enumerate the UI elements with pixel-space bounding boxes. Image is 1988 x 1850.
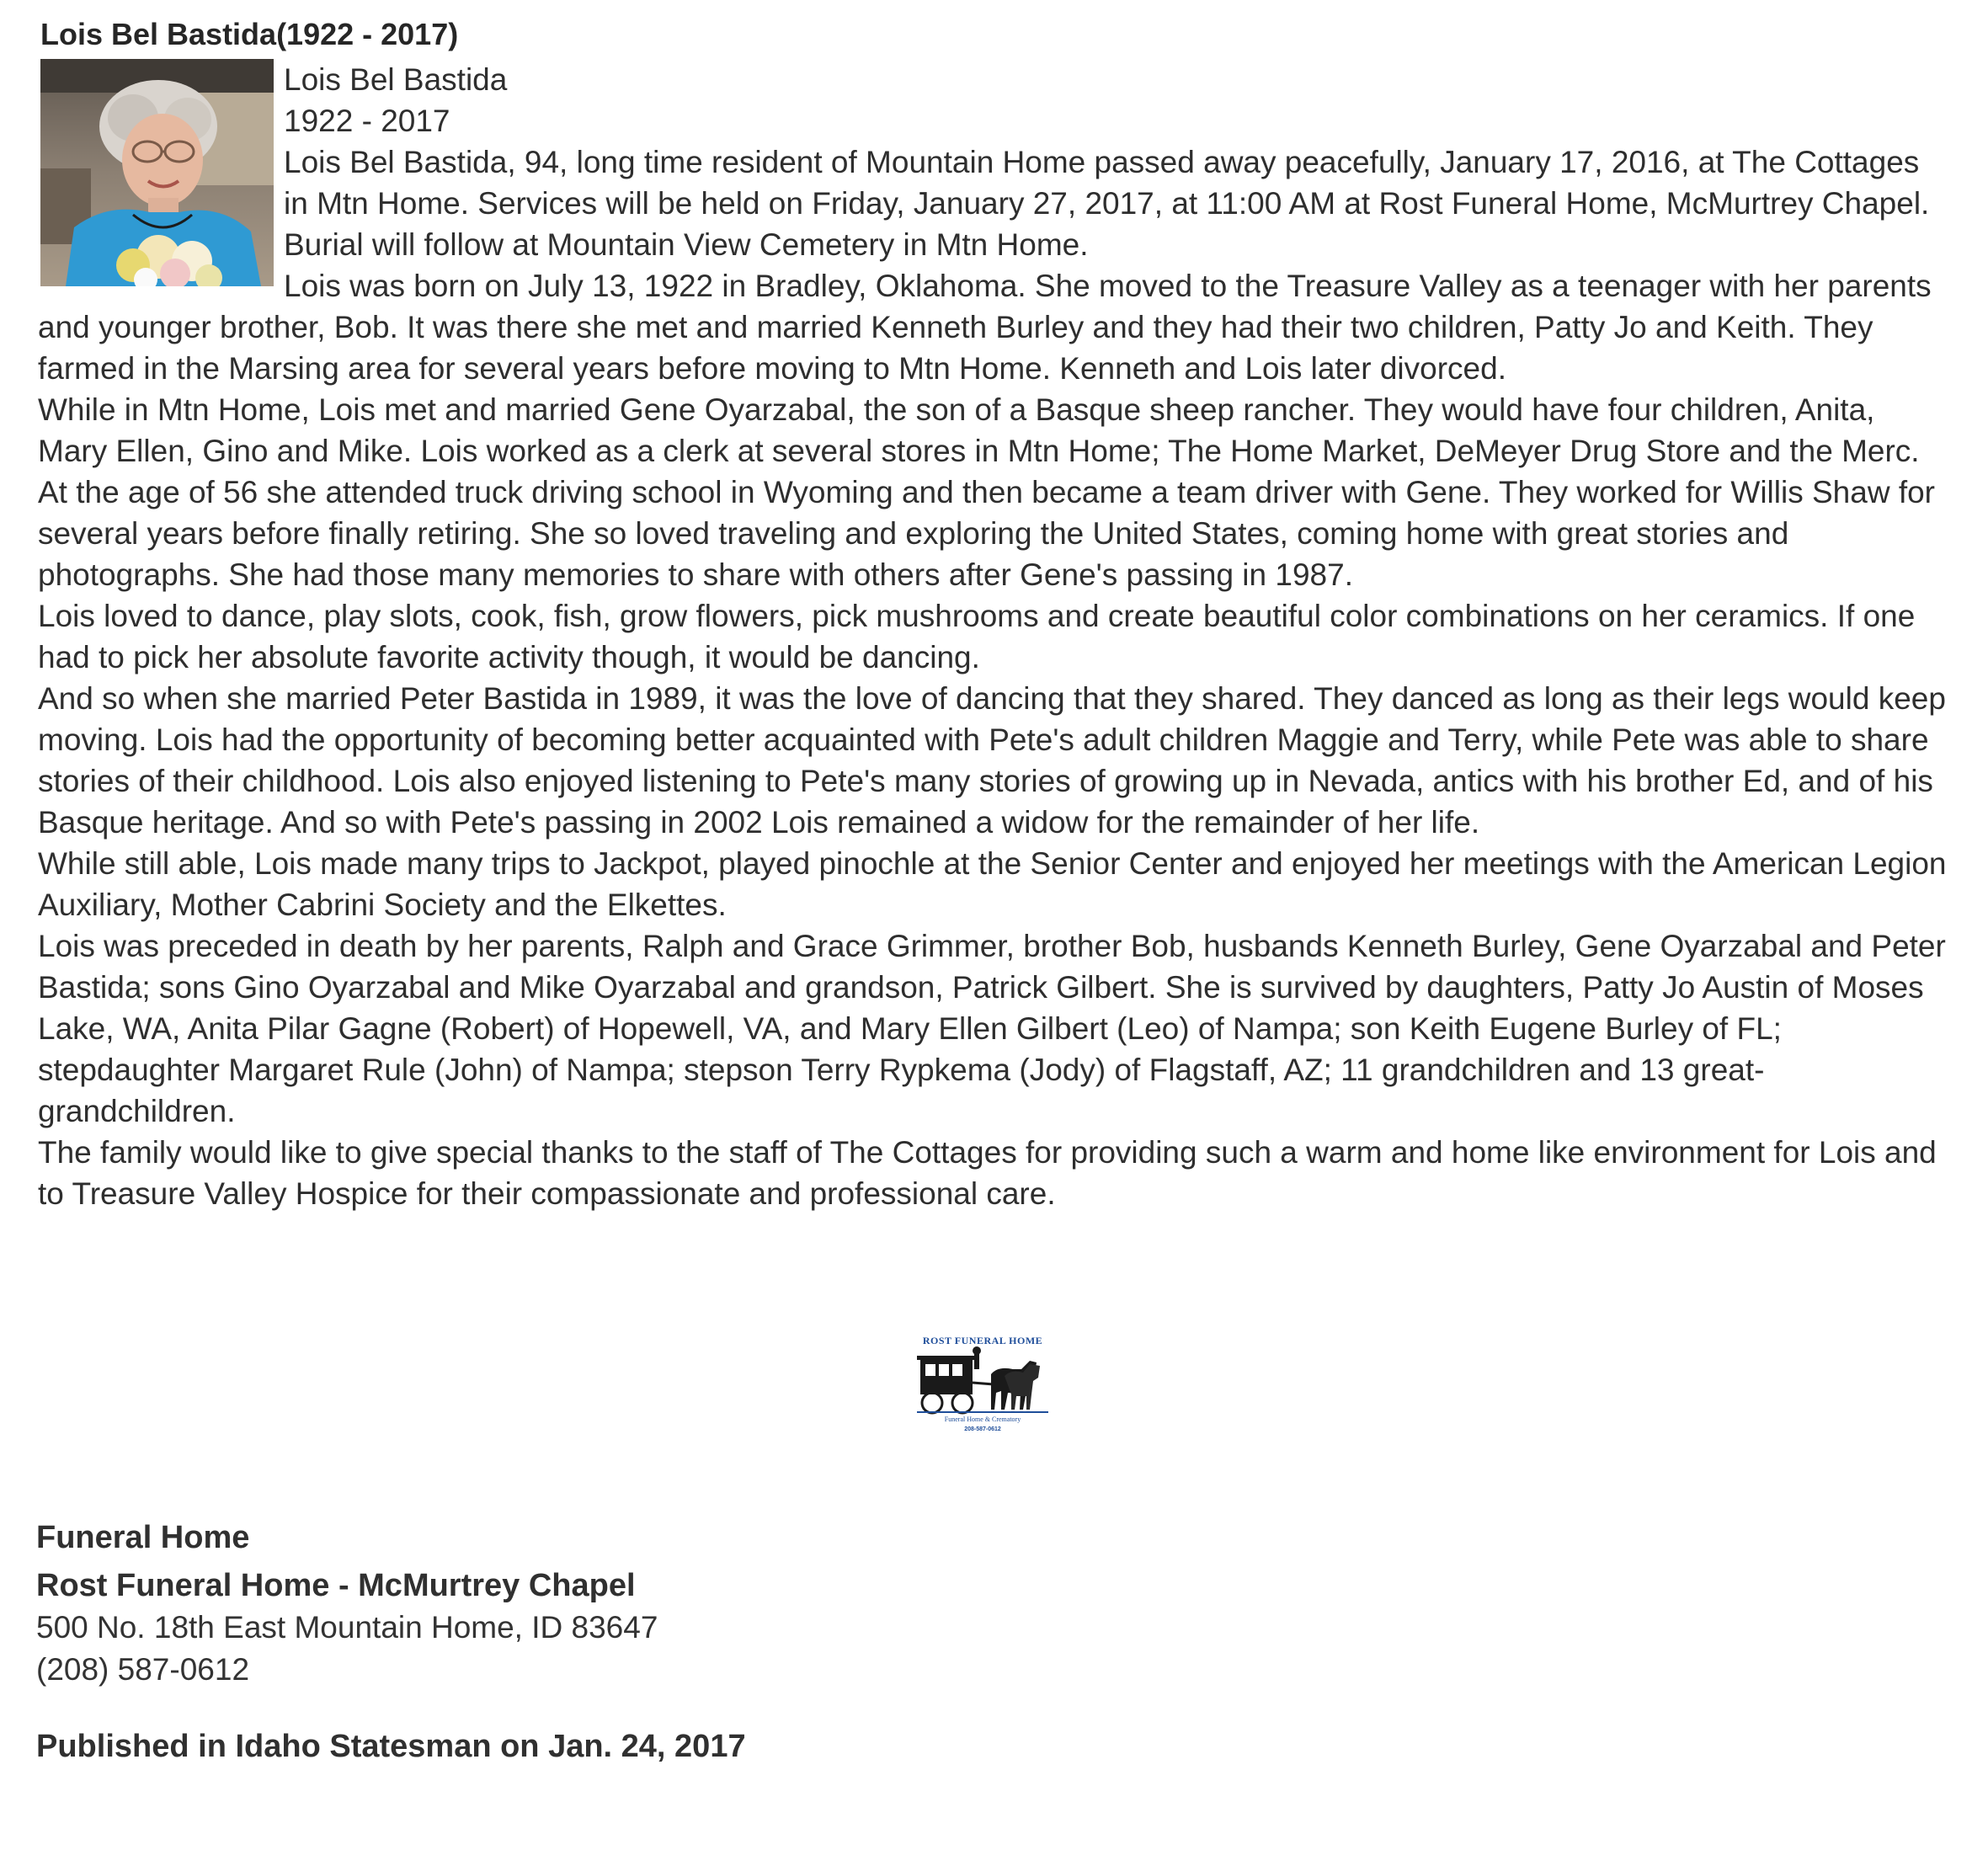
- page-title: Lois Bel Bastida(1922 - 2017): [40, 17, 459, 51]
- obituary-paragraph: The family would like to give special thanks to the staff of The Cottages for providing such a warm and home like environment for Lois and to Treasure Valley Hospice for their compassionate and professional care.: [38, 1135, 1937, 1211]
- obituary-paragraph: While still able, Lois made many trips to Jackpot, played pinochle at the Senior Center and enjoyed her meetings with the American Legion Auxiliary, Mother Cabrini Society and the Elkettes.: [38, 846, 1947, 922]
- funeral-home-name: Rost Funeral Home - McMurtrey Chapel: [36, 1568, 636, 1603]
- obituary-paragraph: And so when she married Peter Bastida in 1989, it was the love of dancing that they shared. They danced as long as their legs would keep moving. Lois had the opportunity of becoming better acquainted with Pete's adult children Maggie and Terry, while Pete was able to share stories of their childhood. Lois also enjoyed listening to Pete's many stories of growing up in Nevada, antics with his brother Ed, and of his Basque heritage. And so with Pete's passing in 2002 Lois remained a widow for the remainder of her life.: [38, 681, 1946, 840]
- horse-drawn-hearse-icon: [917, 1346, 1040, 1413]
- obituary-years: 1922 - 2017: [284, 104, 450, 138]
- obituary-paragraph: Lois Bel Bastida, 94, long time resident of Mountain Home passed away peacefully, January 17, 2016, at The Cottages in Mtn Home. Services will be held on Friday, January 27, 2017, at 11:00 AM at Rost Funeral Home, McMurtrey Chapel. Burial will follow at Mountain View Cemetery in Mtn Home.: [284, 145, 1930, 262]
- svg-text:ROST FUNERAL HOME: ROST FUNERAL HOME: [922, 1335, 1043, 1346]
- publication-note: Published in Idaho Statesman on Jan. 24, 2017: [36, 1729, 746, 1764]
- obituary-paragraph: Lois was born on July 13, 1922 in Bradley, Oklahoma. She moved to the Treasure Valley as a teenager with her parents and younger brother, Bob. It was there she met and married Kenneth Burley and they had their two children, Patty Jo and Keith. They farmed in the Marsing area for several years before moving to Mtn Home. Kenneth and Lois later divorced.: [38, 269, 1932, 386]
- funeral-home-label: Funeral Home: [36, 1520, 250, 1555]
- obituary-name: Lois Bel Bastida: [284, 62, 508, 97]
- obituary-paragraph: Lois was preceded in death by her parents, Ralph and Grace Grimmer, brother Bob, husbands Kenneth Burley, Gene Oyarzabal and Peter Bastida; sons Gino Oyarzabal and Mike Oyarzabal and grandson, Patrick Gilbert. She is survived by daughters, Patty Jo Austin of Moses Lake, WA, Anita Pilar Gagne (Robert) of Hopewell, VA, and Mary Ellen Gilbert (Leo) of Nampa; son Keith Eugene Burley of FL; stepdaughter Margaret Rule (John) of Nampa; stepson Terry Rypkema (Jody) of Flagstaff, AZ; 11 grandchildren and 13 great-grandchildren.: [38, 929, 1946, 1128]
- logo-subtitle: Funeral Home & Crematory: [944, 1415, 1021, 1423]
- obituary-paragraph: Lois loved to dance, play slots, cook, fish, grow flowers, pick mushrooms and create beautiful color combinations on her ceramics. If one had to pick her absolute favorite activity though, it would be dancing.: [38, 599, 1916, 674]
- funeral-home-logo: [914, 1332, 1053, 1433]
- portrait-photo: [40, 59, 274, 286]
- funeral-home-phone: (208) 587-0612: [36, 1652, 250, 1687]
- obituary-paragraph: While in Mtn Home, Lois met and married Gene Oyarzabal, the son of a Basque sheep rancher. They would have four children, Anita, Mary Ellen, Gino and Mike. Lois worked as a clerk at several stores in Mtn Home; The Home Market, DeMeyer Drug Store and the Merc. At the age of 56 she attended truck driving school in Wyoming and then became a team driver with Gene. They worked for Willis Shaw for several years before finally retiring. She so loved traveling and exploring the United States, coming home with great stories and photographs. She had those many memories to share with others after Gene's passing in 1987.: [38, 392, 1936, 592]
- funeral-home-address: 500 No. 18th East Mountain Home, ID 83647: [36, 1610, 658, 1645]
- obituary-article: [38, 59, 1949, 1214]
- logo-phone: 208-587-0612: [964, 1426, 1001, 1432]
